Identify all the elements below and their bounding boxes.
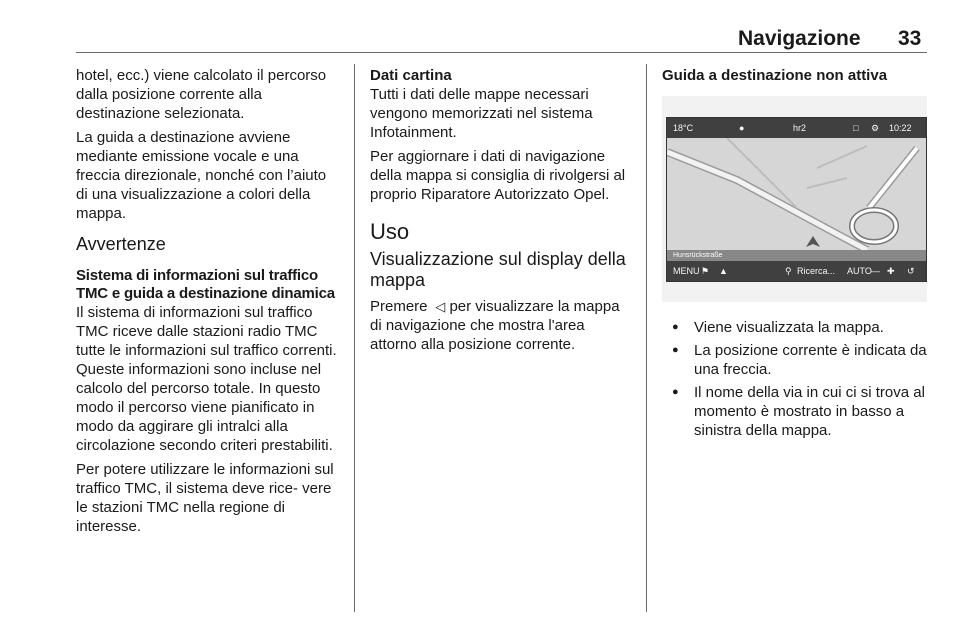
time: 10:22 — [889, 123, 912, 133]
paragraph: La guida a destinazione avviene mediante emissione vocale e una freccia direzionale, nonché con l’aiuto di una visualizzazione a colori della mappa. — [76, 129, 327, 222]
person-icon[interactable]: ▲ — [719, 266, 728, 276]
display-title: Visualizzazione sul display della mappa — [370, 249, 626, 290]
zoom-in-icon[interactable]: ✚ — [887, 266, 895, 276]
column-1 — [76, 66, 341, 541]
message-icon: □ — [853, 123, 859, 133]
section-title: Avvertenze — [76, 234, 166, 254]
column-2 — [370, 66, 635, 359]
paragraph: Il sistema di informazioni sul traffico TMC riceve dalle stazioni radio TMC tutte le informazioni sul traffico correnti. Queste informazioni sono incluse nel calcolo del percorso totale. In questo modo il percorso viene pianificato in modo da aggirare gli intralci alla circolazione secondo criteri prestabiliti. — [76, 304, 337, 454]
search-icon[interactable]: ⚲ — [785, 266, 792, 276]
uso-title: Uso — [370, 219, 410, 244]
menu-button[interactable]: MENU — [673, 266, 700, 276]
paragraph-text: per visualizzare la mappa di navigazione che mostra l'area attorno alla posizione corrente. — [370, 298, 620, 353]
column-rule-1 — [354, 64, 355, 612]
temperature: 18°C — [673, 123, 694, 133]
auto-button[interactable]: AUTO — [847, 266, 872, 276]
paragraph: hotel, ecc.) viene calcolato il percorso dalla posizione corrente alla destinazione selezionata. — [76, 67, 327, 122]
station-label: hr2 — [793, 123, 807, 133]
list-item: ● Il nome della via in cui ci si trova al momento è mostrato in basso a sinistra della mappa. — [662, 383, 927, 440]
flag-icon[interactable]: ⚑ — [701, 266, 710, 276]
nav-icon: ◁ — [431, 299, 446, 314]
paragraph: Tutti i dati delle mappe necessari vengono memorizzati nel sistema Infotainment. — [370, 86, 593, 141]
paragraph: Per potere utilizzare le informazioni sul traffico TMC, il sistema deve rice- vere le stazioni TMC nella regione di interesse. — [76, 461, 334, 535]
bullet-list-container — [662, 318, 927, 444]
paragraph: Per aggiornare i dati di navigazione della mappa si consiglia di rivolgersi al proprio Riparatore Autorizzato Opel. — [370, 148, 626, 203]
map-background — [667, 138, 926, 250]
nav-screen — [666, 117, 927, 282]
guide-title: Guida a destinazione non attiva — [662, 67, 888, 84]
status-bar — [667, 118, 926, 138]
list-item: ● Viene visualizzata la mappa. — [662, 318, 927, 337]
map-pin-icon: ● — [739, 123, 745, 133]
paragraph-text: Premere — [370, 298, 432, 315]
zoom-out-icon[interactable]: — — [871, 266, 880, 276]
bottom-bar — [667, 261, 926, 281]
bullet-list — [662, 318, 927, 440]
header-title: Navigazione — [738, 27, 861, 50]
gear-icon: ⚙ — [871, 123, 880, 133]
subsection-title: Sistema di informazioni sul traffico TMC e guida a destinazione dinamica — [76, 267, 335, 302]
list-item: ● La posizione corrente è indicata da una freccia. — [662, 341, 927, 379]
map-data-title: Dati cartina — [370, 67, 452, 84]
exit-icon[interactable]: ↺ — [907, 266, 915, 276]
search-button[interactable]: Ricerca... — [797, 266, 836, 276]
paragraph — [370, 297, 635, 354]
header-rule — [76, 52, 927, 53]
street-name: Hunsrückstraße — [667, 250, 926, 261]
column-3 — [662, 66, 927, 85]
page-number: 33 — [898, 27, 922, 50]
map-view — [667, 138, 926, 250]
column-rule-2 — [646, 64, 647, 612]
